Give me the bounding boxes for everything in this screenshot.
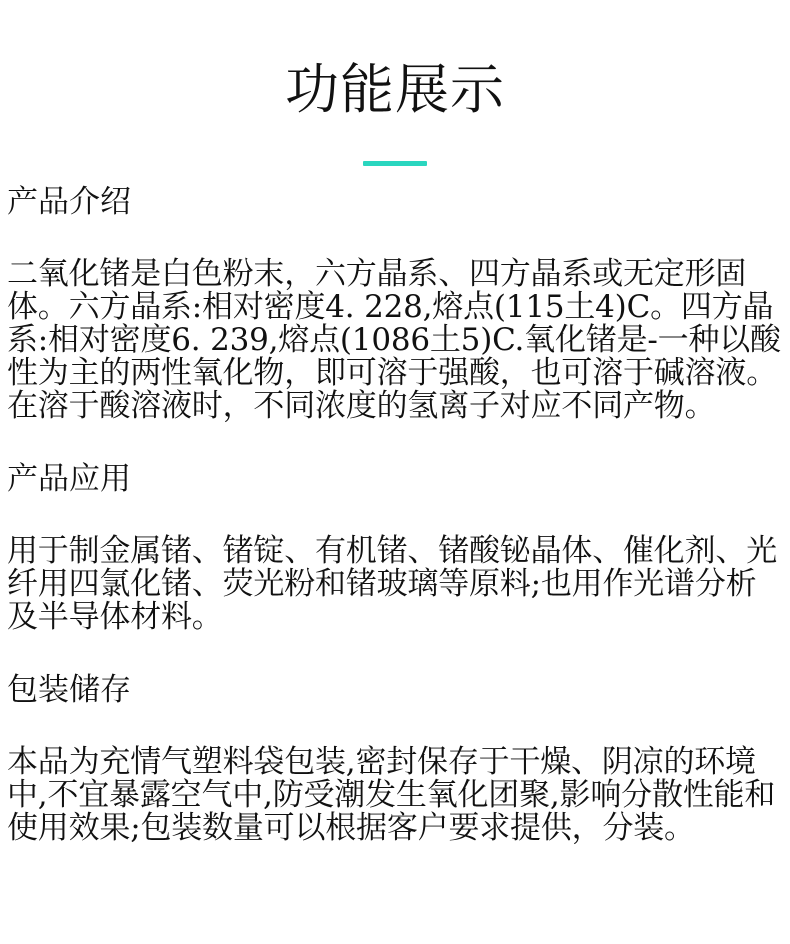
content xyxy=(7,184,785,845)
spacer xyxy=(7,634,785,672)
section-body: 二氧化锗是白色粉末，六方晶系、四方晶系或无定形固体。六方晶系:相对密度4. 228,熔点(115土4)C。四方晶系:相对密度6. 239,熔点(1086土5)C.氧化锗是-一种以酸性为主的两性氧化物，即可溶于强酸，也可溶于碱溶液。在溶于酸溶液时，不同浓度的氢离子对应不同产物。 xyxy=(7,256,781,424)
section-body: 用于制金属锗、锗锭、有机锗、锗酸铋晶体、催化剂、光纤用四氯化锗、荧光粉和锗玻璃等原料;也用作光谱分析及半导体材料。 xyxy=(7,533,777,635)
spacer xyxy=(7,708,785,746)
spacer xyxy=(7,497,785,535)
section-packaging xyxy=(7,672,785,845)
section-application xyxy=(7,461,785,634)
spacer xyxy=(7,423,785,461)
title-accent-bar xyxy=(363,161,427,166)
section-heading: 包装储存 xyxy=(7,672,131,708)
section-body: 本品为充情气塑料袋包装,密封保存于干燥、阴凉的环境中,不宜暴露空气中,防受潮发生氧化团聚,影响分散性能和使用效果;包装数量可以根据客户要求提供，分装。 xyxy=(7,744,776,846)
section-heading: 产品应用 xyxy=(7,461,131,497)
spacer xyxy=(7,220,785,258)
page-title: 功能展示 xyxy=(285,58,505,121)
section-heading: 产品介绍 xyxy=(7,184,131,220)
section-intro xyxy=(7,184,785,423)
